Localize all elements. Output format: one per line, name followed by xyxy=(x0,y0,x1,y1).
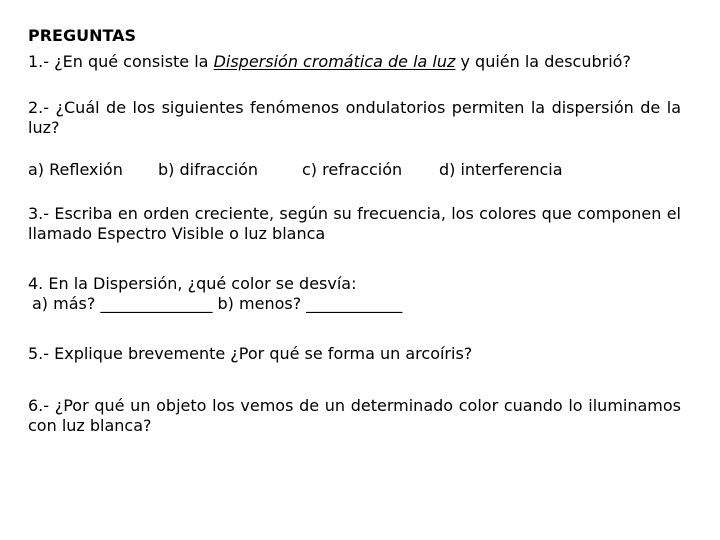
page-title: PREGUNTAS xyxy=(28,26,137,45)
question-5: 5.- Explique brevemente ¿Por qué se forma un arcoíris? xyxy=(28,344,473,363)
question-1-underlined-term: Dispersión cromática de la luz xyxy=(213,52,456,71)
question-4 xyxy=(28,274,681,314)
option-a: a) Reflexión xyxy=(28,160,123,179)
question-2-options xyxy=(28,160,681,180)
question-1 xyxy=(28,52,681,72)
question-1-text-after: y quién la descubrió? xyxy=(455,52,631,71)
question-3: 3.- Escriba en orden creciente, según su frecuencia, los colores que componen el llamado Espectro Visible o luz blanca xyxy=(28,204,681,243)
question-4-prompt: 4. En la Dispersión, ¿qué color se desvía: xyxy=(28,274,357,293)
question-4-answer-blanks: a) más? ______________ b) menos? ____________ xyxy=(32,294,403,313)
worksheet xyxy=(28,26,681,436)
question-2: 2.- ¿Cuál de los siguientes fenómenos ondulatorios permiten la dispersión de la luz? xyxy=(28,98,681,137)
option-d: d) interferencia xyxy=(439,160,563,179)
question-6: 6.- ¿Por qué un objeto los vemos de un determinado color cuando lo iluminamos con luz blanca? xyxy=(28,396,681,435)
option-c: c) refracción xyxy=(302,160,403,179)
question-1-text-before: 1.- ¿En qué consiste la xyxy=(28,52,214,71)
option-b: b) difracción xyxy=(158,160,259,179)
